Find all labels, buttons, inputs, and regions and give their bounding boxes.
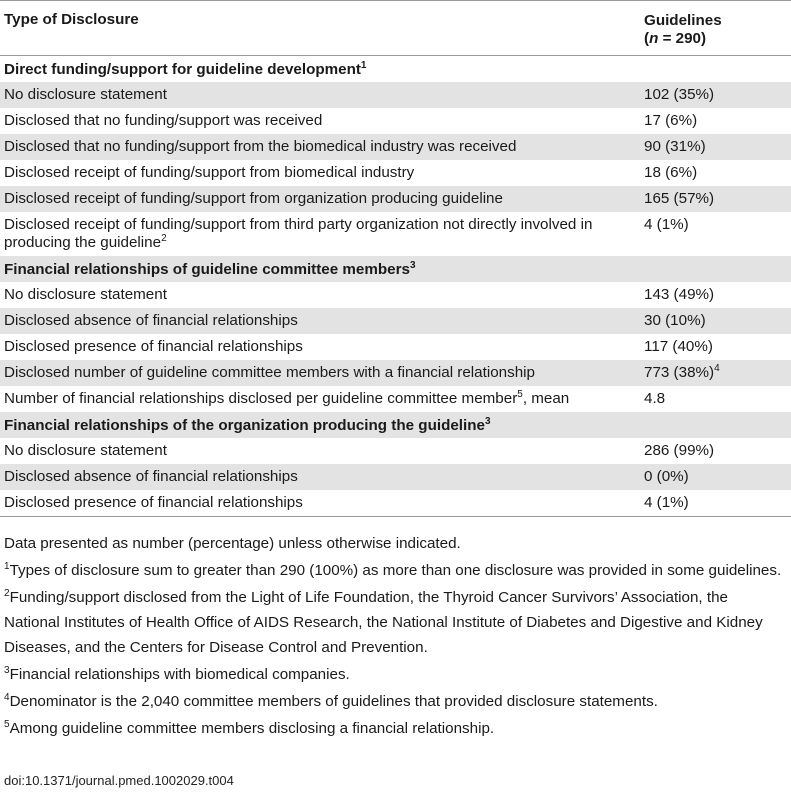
table-header-row	[0, 1, 791, 56]
row-label: Disclosed absence of financial relationships	[0, 464, 640, 490]
row-value: 0 (0%)	[640, 464, 791, 490]
row-value: 4 (1%)	[644, 216, 689, 233]
table-row	[0, 360, 791, 386]
footnote-5	[4, 716, 787, 741]
row-value: 30 (10%)	[640, 308, 791, 334]
table-row	[0, 464, 791, 490]
footnote-text: Financial relationships with biomedical companies.	[9, 666, 350, 683]
footnote-ref: 3	[409, 259, 416, 271]
section-header-organization	[0, 412, 791, 438]
footnote-marker: 2	[4, 587, 10, 599]
row-label: No disclosure statement	[4, 286, 167, 303]
footnote-marker: 5	[4, 718, 10, 730]
footnote-ref: 1	[360, 59, 367, 71]
row-label: Disclosed number of guideline committee members with a financial relationship	[0, 360, 640, 386]
header-n-rest: = 290)	[658, 30, 707, 47]
row-value: 165 (57%)	[640, 186, 791, 212]
table-row	[0, 308, 791, 334]
row-value: 102 (35%)	[640, 82, 791, 108]
row-value: 90 (31%)	[640, 134, 791, 160]
table-row	[0, 186, 791, 212]
table-row	[0, 134, 791, 160]
section-title: Financial relationships of guideline committee members	[4, 261, 410, 278]
footnote-ref: 4	[714, 362, 720, 374]
row-label: Disclosed receipt of funding/support from organization producing guideline	[0, 186, 640, 212]
header-guidelines	[640, 1, 791, 56]
header-type-of-disclosure: Type of Disclosure	[4, 11, 139, 28]
table-row	[0, 160, 791, 186]
row-value-text: 773 (38%)	[644, 364, 715, 381]
footnote-marker: 4	[4, 691, 10, 703]
row-value: 286 (99%)	[644, 442, 715, 459]
footnote-ref: 5	[517, 388, 523, 400]
footnote-ref: 3	[484, 415, 491, 427]
row-label: Disclosed that no funding/support from the biomedical industry was received	[0, 134, 640, 160]
section-title: Direct funding/support for guideline development	[4, 61, 361, 78]
footnote-marker: 1	[4, 560, 10, 572]
row-label-text: Number of financial relationships disclosed per guideline committee member	[4, 390, 518, 407]
row-value: 4.8	[644, 390, 666, 407]
footnote-ref: 2	[161, 232, 167, 244]
row-label: Disclosed absence of financial relationships	[0, 308, 640, 334]
row-label-suffix: , mean	[522, 390, 570, 407]
footnote-3	[4, 662, 787, 687]
table-row	[0, 282, 791, 308]
row-value: 18 (6%)	[644, 164, 698, 181]
footnote-text: Denominator is the 2,040 committee members of guidelines that provided disclosure statements.	[9, 693, 658, 710]
row-label: No disclosure statement	[4, 442, 167, 459]
row-label: Disclosed receipt of funding/support from biomedical industry	[4, 164, 415, 181]
header-guidelines-label: Guidelines	[644, 12, 722, 29]
row-label-text: Disclosed receipt of funding/support from third party organization not directly involved in producing the guideline	[4, 216, 593, 251]
note-data-format: Data presented as number (percentage) unless otherwise indicated.	[4, 535, 461, 552]
header-n-var: n	[649, 30, 659, 47]
doi-link[interactable]: doi:10.1371/journal.pmed.1002029.t004	[4, 773, 234, 788]
header-n-open: (	[644, 30, 650, 47]
table-row	[0, 334, 791, 360]
footnote-2	[4, 585, 787, 660]
table-row	[0, 108, 791, 134]
row-value	[640, 360, 791, 386]
table-row	[0, 386, 791, 412]
row-label	[0, 212, 640, 256]
footnote-4	[4, 689, 787, 714]
table-row	[0, 82, 791, 108]
footnote-1	[4, 558, 787, 583]
row-label	[0, 386, 640, 412]
table-row	[0, 490, 791, 517]
row-label: Disclosed that no funding/support was received	[4, 112, 323, 129]
footnote-marker: 3	[4, 664, 10, 676]
footnote-text: Types of disclosure sum to greater than 290 (100%) as more than one disclosure was provided in some guidelines.	[9, 562, 782, 579]
row-label: Disclosed presence of financial relationships	[4, 338, 303, 355]
row-label: Disclosed presence of financial relationships	[4, 494, 303, 511]
row-value: 17 (6%)	[644, 112, 698, 129]
table-row	[0, 212, 791, 256]
row-label: No disclosure statement	[0, 82, 640, 108]
footnote-text: Among guideline committee members disclosing a financial relationship.	[9, 720, 495, 737]
row-value: 4 (1%)	[644, 494, 689, 511]
section-header-committee-members	[0, 256, 791, 282]
table-footnotes	[0, 517, 791, 741]
footnote-text: Funding/support disclosed from the Light of Life Foundation, the Thyroid Cancer Survivors’ Association, the National Institutes of Health Office of AIDS Research, the National Institute of Diabetes and Digestive and Kidney Diseases, and the Centers for Disease Control and Prevention.	[4, 589, 763, 656]
row-value: 117 (40%)	[644, 338, 713, 355]
row-value: 143 (49%)	[644, 286, 715, 303]
section-header-direct-funding	[0, 56, 791, 83]
table-row	[0, 438, 791, 464]
section-title: Financial relationships of the organization producing the guideline	[4, 417, 485, 434]
